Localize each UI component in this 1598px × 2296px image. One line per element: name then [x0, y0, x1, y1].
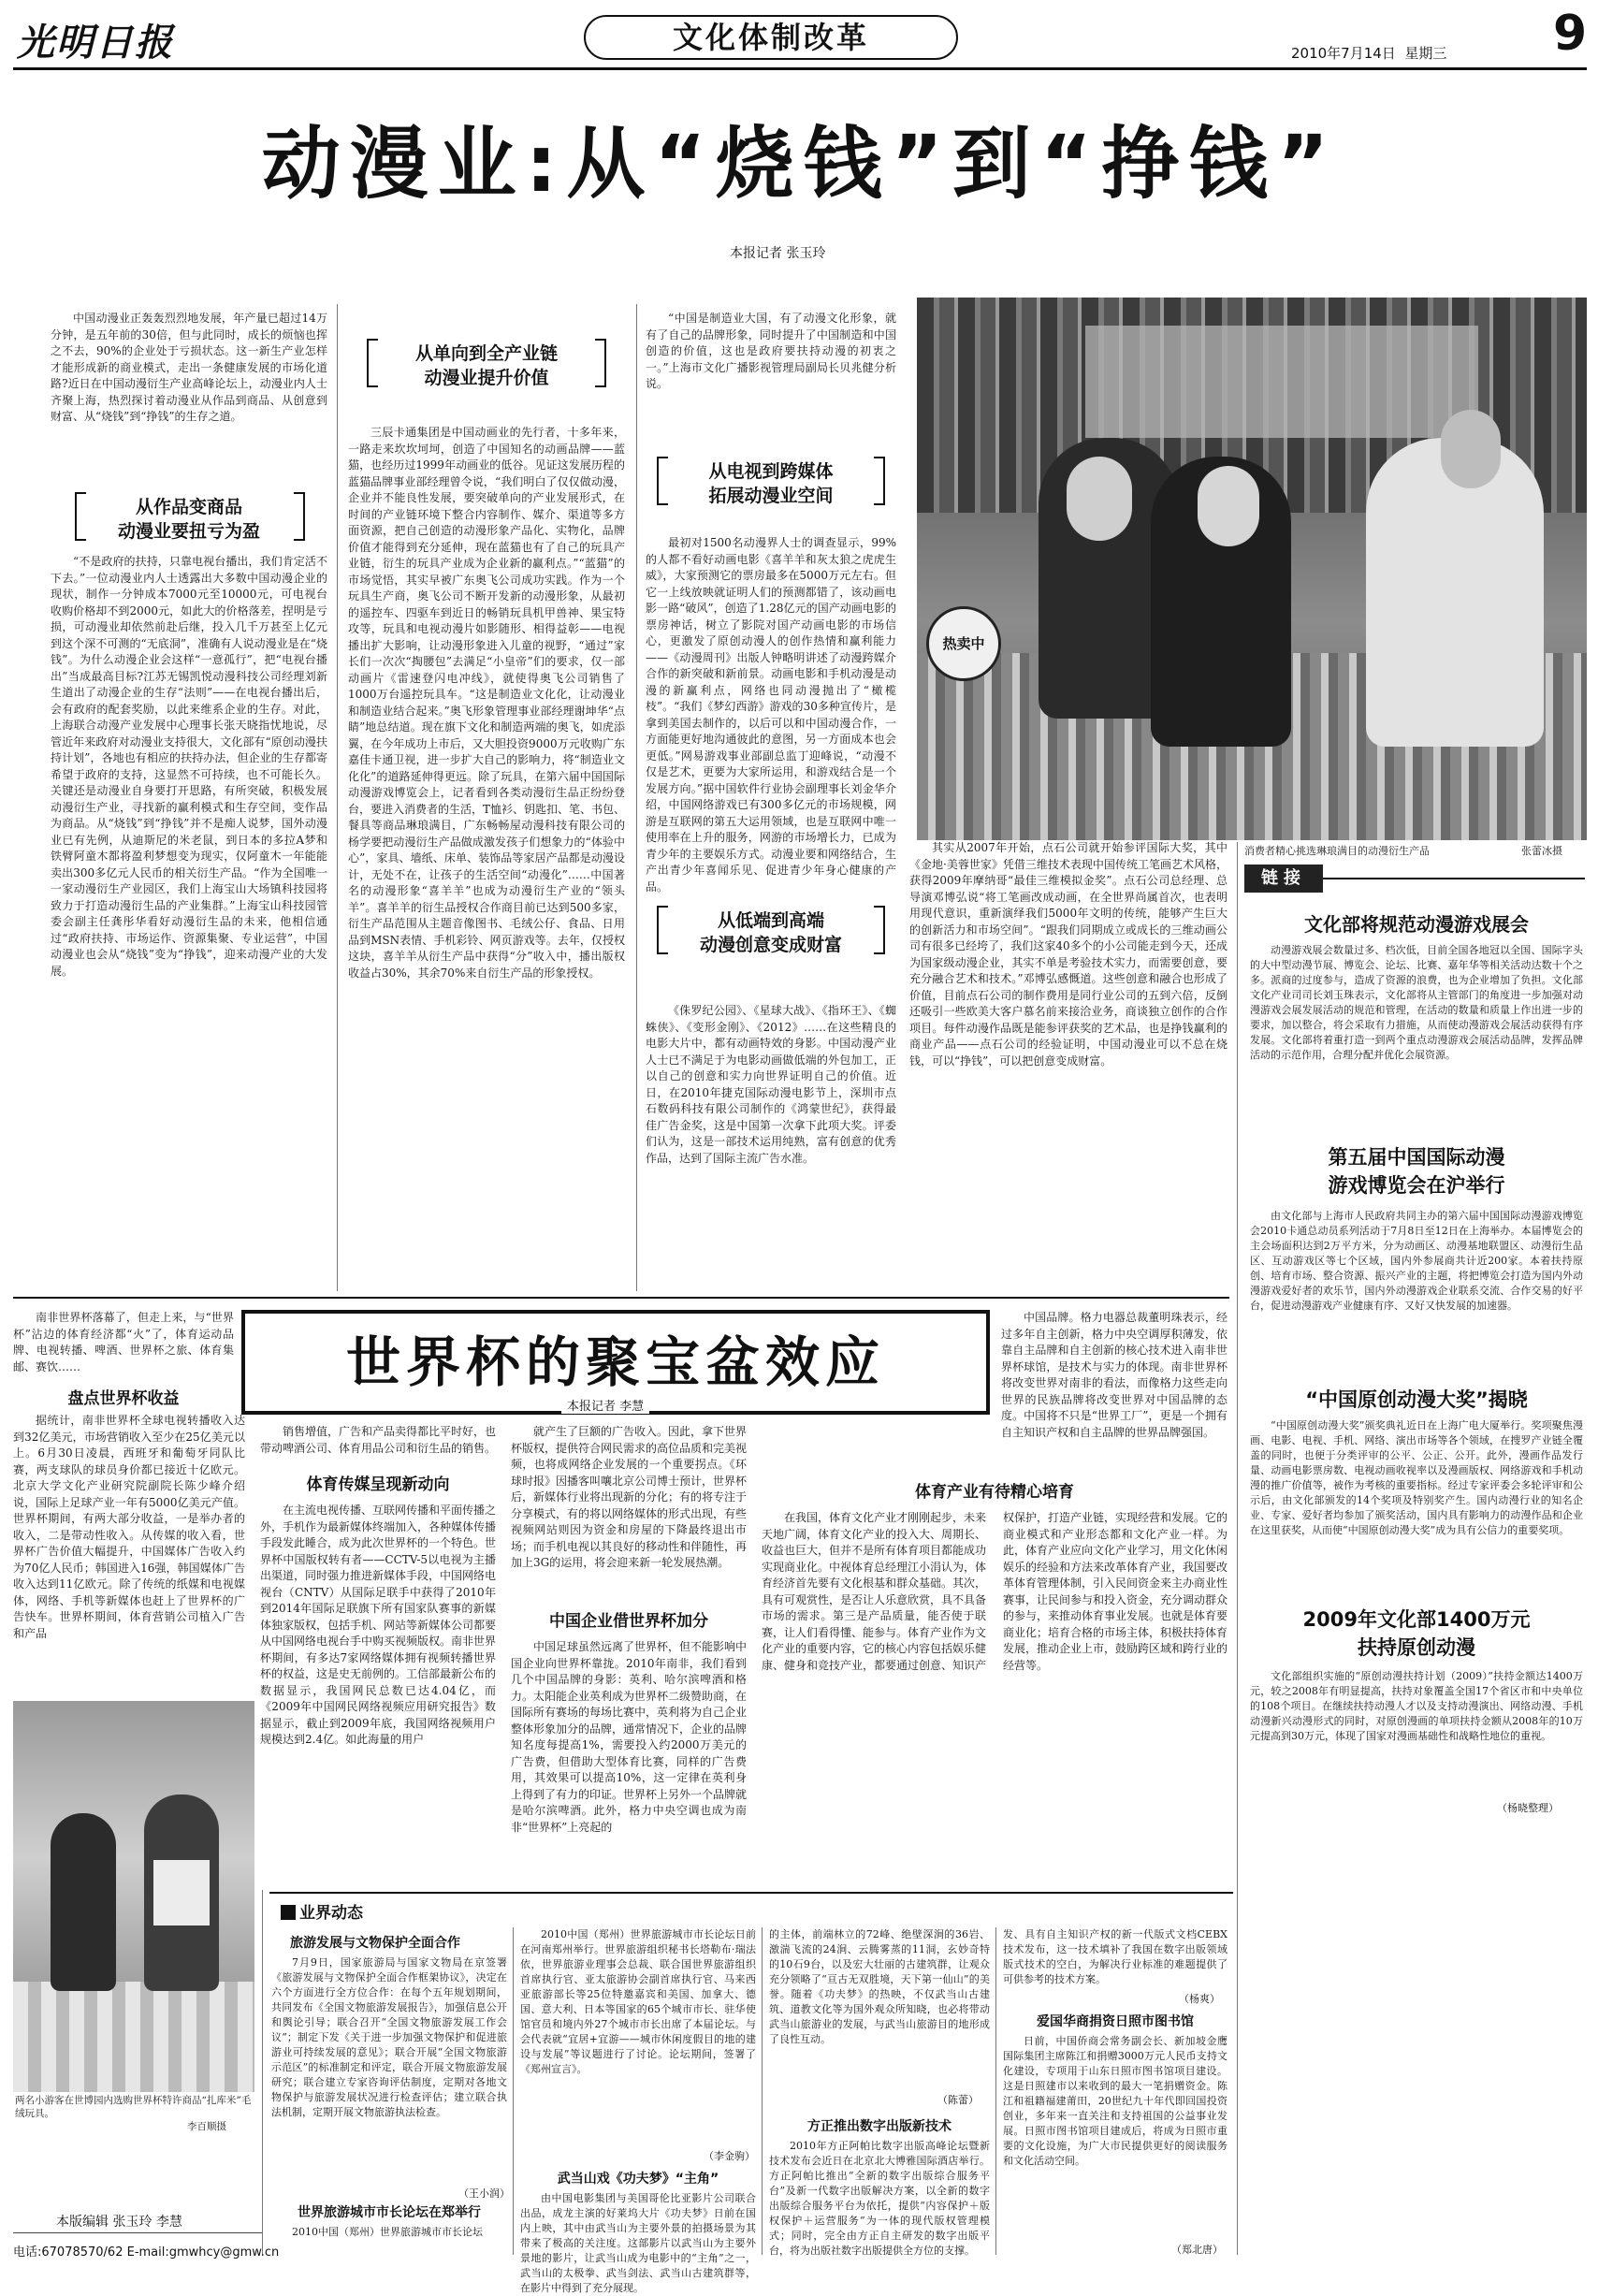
lead-photo	[917, 298, 1587, 840]
subhead-1-bracket-right	[294, 492, 305, 541]
worldcup-col1: 据统计，南非世界杯全球电视转播收入达到32亿美元，市场营销收入至少在25亿美元以上。6月30日凌晨，西班牙和葡萄牙同队比赛，两支球队的球员身价都已接近十亿欧元。北京大学文化产业研究院副院长陈少峰介绍说，国际上足球产业一年有5000亿美元产值。世界杯期间，有两大部分收益，一是举办者的收入，二是带动性收入。从传媒的收入看，世界杯广告价值大幅提升，中国媒体广告收入约为70亿人民币；韩国进入16强，韩国媒体广告收入达到11亿欧元。除了传统的纸媒和电视媒体，网络、手机等新媒体也赶上了世界杯的广告快车。世界杯期间，体育营销公司植入广告和产品	[13, 1414, 245, 1640]
contact-line: 电话:67078570/62 E-mail:gmwhcy@gmw.cn	[13, 2245, 280, 2260]
worldcup-byline: 本报记者 李慧	[561, 1396, 649, 1414]
worldcup-top-rule	[13, 1297, 1229, 1299]
masthead-rule	[13, 67, 1587, 70]
industry-headline-1: 旅游发展与文物保护全面合作	[290, 1936, 460, 1951]
sidebar-headline-3: “中国原创动漫大奖”揭晓	[1305, 1388, 1528, 1411]
lead-headline: 动漫业:从“烧钱”到“挣钱”	[261, 118, 1339, 210]
lead-subhead-4	[646, 904, 896, 960]
date-text: 2010年7月14日	[1291, 45, 1396, 62]
page-number: 9	[1553, 6, 1588, 62]
industry-credit-2: （李金驹）	[704, 2150, 755, 2162]
industry-tag-text: 业界动态	[299, 1904, 363, 1923]
lead-subhead-2	[348, 337, 625, 393]
sidebar-headline-2-line2: 游戏博览会在沪举行	[1328, 1174, 1505, 1197]
subhead-1-bracket	[75, 492, 86, 541]
sidebar-headline-2	[1250, 1143, 1583, 1199]
lead-subhead-2-line2: 动漫业提升价值	[424, 367, 549, 388]
industry-headline-2: 世界旅游城市市长论坛在郑举行	[298, 2205, 481, 2220]
industry-text-5: 发、具有自主知识产权的新一代版式文档CEBX技术发布，这一技术填补了我国在数字出版领域版式技术的空白，为解决行业标准的难题提供了可供参考的技术方案。	[1003, 1928, 1228, 1985]
lead-photo-credit: 张蕾冰摄	[1521, 845, 1562, 857]
sidebar-tag-text: 链接	[1261, 868, 1306, 888]
section-title-text: 文化体制改革	[672, 20, 869, 55]
industry-text-6: 日前，中国侨商会常务副会长、新加坡金鹰国际集团主席陈江和捐赠3000万元人民币支持文化建设，专项用于山东日照市图书馆项目建设。这是日照建市以来收到的最大一笔捐赠资金。陈江和祖籍福建莆田，20世纪九十年代即回国投资创业，多年来一直关注和支持祖国的公益事业发展。日照市图书馆项目建成后，将成为日照市重要的文化设施，为广大市民提供更好的阅读服务和文化活动空间。	[1003, 2035, 1228, 2167]
photo-person-left-face	[1067, 457, 1132, 541]
photo-hot-sale-sign	[926, 606, 1001, 681]
industry-credit-3: （陈蕾）	[937, 2094, 979, 2106]
worldcup-col4-a: 在我国，体育文化产业才刚刚起步，未来天地广阔，体育文化产业的投入大、周期长、收益也巨大，但并不是所有体育项目都能成功实现商业化。中视体育总经理江小涓认为，体育经济首先要有文化根基和群众基础。其次，具有可观赏性，是否让人乐意欣赏，具不具备市场的需求。第三是产品质量，能否使于联赛，让人们看得懂、能参与。体育产业作为文化产业的重要内容，它的核心内容包括娱乐健康、健身和竞技产业，都要通过创意、知识产权保护，打造产业链，实现经营和发展。它的商业模式和产业形态都和文化产业一样。为此，体育产业应向文化产业学习，用文化休闲娱乐的经验和方法来改革体育产业，我国要改革体育管理体制，引入民间资金来主办商业性赛事，让民间参与和投入资金，充分调动群众的参与，来推动体育事业发展。也就是体育要商业化；培育合格的市场主体，积极扶持体育发展，推动企业上市，鼓励跨区域和跨行业的经营等。	[762, 1511, 1228, 1672]
industry-text-4: 2010年方正阿帕比数字出版高峰论坛暨新技术发布会近日在北京北大博雅国际酒店举行。方正阿帕比推出“全新的数字出版综合服务平台”及新一代数字出版解决方案，以全新的数字出版综合服务平台为依托，提供“内容保护＋版权保护＋运营服务”为一体的现代版权管理模式；同时，完全由方正自主研发的数字出版平台，将为出版社数字出版提供全方位的支撑。	[769, 2140, 990, 2257]
lead-subhead-3-line2: 拓展动漫业空间	[708, 485, 834, 506]
sidebar-text-1: 动漫游戏展会数量过多、档次低，目前全国各地冠以全国、国际字头的大中型动漫节展、博览会、论坛、比赛、嘉年华等相关活动达数十个之多。派商的过度参与，造成了资源的浪费，也为企业增加了负担。文化部文化产业司司长刘玉珠表示，文化部将从主管部门的角度进一步加强对动漫游戏会展发展活动的规范和管理，在活动的数量和质量上作出进一步的要求，加以整合，将会采取有力措施，从而使动漫游戏会展活动获得有序发展。文化部将着重打造一到两个重点动漫游戏会展活动品牌，发挥品牌活动的示范作用，合理分配并优化会展资源。	[1250, 944, 1583, 1061]
worldcup-photo	[13, 1701, 254, 2092]
lead-subhead-3	[646, 455, 896, 511]
column-rule	[762, 1927, 763, 2255]
subhead-2-bracket-right	[595, 339, 606, 387]
subhead-3-bracket	[657, 457, 668, 505]
lead-subhead-4-line2: 动漫创意变成财富	[699, 934, 842, 955]
photo-display-shelf	[13, 1982, 254, 2092]
sidebar-headline-4	[1250, 1606, 1583, 1662]
sidebar-text-4: 文化部组织实施的“原创动漫扶持计划（2009）”扶持金额达1400万元，较之2008年有明显提高，扶持对象覆盖全国17个省区市和中央单位的108个项目。在继续扶持动漫人才以及支持动漫演出、网络动漫、手机动漫新兴动漫形式的同时，对原创漫画的单项扶持金额从2008年的10万元提高到30万元，体现了国家对漫画基础性和战略性地位的重视。	[1250, 1670, 1583, 1742]
worldcup-col2: 在主流电视传播、互联网传播和平面传播之外，手机作为最新媒体终端加入，各种媒体传播手段发此睡合，成为此次世界杯的一个特色。世界杯中国版权转有者——CCTV-5以电视为主播出渠道，同时强力推进新媒体手段，中国网络电视台（CNTV）从国际足联手中获得了2010年到2014年国际足联旗下所有国家队赛事的新媒体独家版权，包括手机、网站等新媒体公司都要从中国网络电视台手中购买视频版权。南非世界杯期间，有多达7家网络媒体拥有视频转播世界杯的权益，这是史无前例的。工信部最新公布的数据显示，我国网民总数已达4.04亿，而《2009年中国网民网络视频应用研究报告》数据显示，截止到2009年底，我国网络视频用户规模达到2.4亿。如此海量的用户	[260, 1504, 497, 1746]
newspaper-logo: 光明日报	[17, 21, 174, 65]
industry-top-rule	[269, 1892, 1233, 1894]
worldcup-subhead-4: 体育产业有待精心培育	[915, 1483, 1074, 1502]
subhead-4-bracket	[657, 906, 668, 954]
industry-text-1: 7月9日，国家旅游局与国家文物局在京签署《旅游发展与文物保护全面合作框架协议》，决定在六个方面进行全方位合作：在每个五年规划期间，共同发布《全国文物旅游发展报告》，加强信息公开和舆论引导；联合召开“全国文物旅游发展工作会议”；制定下发《关于进一步加强文物保护和促进旅游业可持续发展的意见》；联合开展“全国文物旅游示范区”的标准制定和评定，联合开展文物旅游发展研究；联合建立专家咨询评估制度，定期对各地文物保护与旅游发展状况进行检查评估；建立联合执法机制，定期开展文物旅游执法检查。	[271, 1956, 507, 2118]
industry-headline-5: 爱国华商捐资日照市图书馆	[1037, 2014, 1194, 2029]
photo-child-right-shirt	[153, 1860, 210, 1925]
lead-col4-body: 其实从2007年开始，点石公司就开始参评国际大奖，其中《金地·美蓉世家》凭借三维技术表现中国传统工笔画艺术风格，获得2009年摩纳哥“最佳三维模拟金奖”。点石公司总经理、总导演邓博弘说“将工笔画改成动画，在全世界尚属首次，也表明用现代意识，重新演绎我们5000年文明的传统，能够产生巨大的创新活力和市场空间”。“跟我们同期成立或成长的三维动画公司有很多已经垮了，我们这家40多个的小公司能走到今天，还成为国家级动漫企业，其实不单是考验技术实力，而需要创意，要充分融合艺术和技术。”邓博弘感慨道。这些创意和融合也形成了价值，目前点石公司的制作费用是同行业公司的五到六倍，反倒还吸引一些欧美大客户慕名前来接洽业务，商谈独立创作的合作项目。每件动漫作品既是能参评获奖的艺术品，也是挣钱赢利的商业产品——点石公司的经验证明，中国动漫业可以不总在烧钱，可以“挣钱”，可以把创意变成财富。	[909, 841, 1228, 1068]
photo-person-right-face	[1441, 410, 1501, 488]
footer-rule	[13, 2232, 262, 2233]
lead-intro: 中国动漫业正轰轰烈烈地发展，年产量已超过14万分钟，是五年前的30倍，但与此同时，成长的烦恼也挥之不去，90%的企业处于亏损状态。这一新生产业怎样才能形成新的商业模式，走出一条健康发展的市场化道路?近日在中国动漫衍生产业高峰论坛上，动漫业内人士齐聚上海，热烈探讨着动漫业从作品到商品、从创意到财富、从“烧钱”到“挣钱”的生存之道。	[51, 312, 327, 423]
worldcup-col3-top: 就产生了巨额的广告收入。因此，拿下世界杯版权，提供符合网民需求的高位品质和完美视频，也将成网络企业发展的一个重要拐点。《环球时报》因播客叫嚷北京公司博士预计，世界杯后，新媒体行业将出现新的分化；有的将专注于分享模式，有的将以网络媒体的形式出现，有些视频网站则因为资金和房屋的下降最终退出市场；而手机电视以其良好的移动性和伴随性，再加上3G的运用，将会迎来新一轮发展热潮。	[511, 1425, 748, 1569]
issue-date	[1291, 43, 1446, 63]
industry-tag	[281, 1899, 363, 1923]
lead-col3-bottom: 《侏罗纪公园》、《星球大战》、《指环王》、《蜘蛛侠》、《变形金刚》、《2012》……在这些精良的电影大片中，都有动画特效的身影。中国动漫产业人士已不满足于为电影动画做低端的外包加工，正以自己的创意和实力向世界证明自己的价值。近日，在2010年捷克国际动漫电影节上，深圳市点石数码科技有限公司制作的《鸿蒙世纪》，获得最佳广告金奖，这是中国第一次拿下此项大奖。评委们认为，这是一部技术运用纯熟，富有创意的优秀作品，达到了国际主流广告水准。	[646, 1004, 896, 1165]
worldcup-col4-top: 中国品牌。格力电器总裁董明珠表示，经过多年自主创新，格力中央空调厚积薄发，依靠自主品牌和自主创新的核心技术进入南非世界杯球馆，是技术与实力的体现。南非世界杯将改变世界对南非的看法，而像格力这些走向世界的民族品牌将改变世界对中国品牌的态度。中国将不只是“世界工厂”，更是一个拥有自主知识产权和自主品牌的世界品牌强国。	[1001, 1311, 1228, 1439]
industry-tag-marker	[281, 1905, 296, 1920]
worldcup-col3: 中国足球虽然远离了世界杯，但不能影响中国企业向世界杯靠拢。2010年南非，我们看到几个中国品牌的身影：英利、哈尔滨啤酒和格力。太阳能企业英利成为世界杯二级赞助商，在国际所有赛场的每场比赛中，英利将为自己企业整体形象加分的品牌，通常情况下，企业的品牌知名度每提高1%，需要投入约2000万美元的广告费，但借助大型体育比赛，同样的广告费用，其效果可以提高10%，这一定律在英利身上得到了有力的印证。世界杯上另外一个品牌就是哈尔滨啤酒。此外，格力中央空调也成为南非“世界杯”上亮起的	[511, 1640, 748, 1834]
lead-subhead-4-line1: 从低端到高端	[717, 910, 824, 931]
column-rule	[262, 1890, 263, 2255]
lead-subhead-1-line2: 动漫业要扭亏为盈	[117, 520, 260, 542]
lead-subhead-1	[51, 490, 327, 546]
subhead-4-bracket-right	[874, 906, 885, 954]
column-rule	[513, 1927, 514, 2255]
sidebar-headline-4-line1: 2009年文化部1400万元	[1302, 1608, 1531, 1631]
industry-text-2-lead: 2010中国（郑州）世界旅游城市市长论坛	[292, 2226, 483, 2238]
worldcup-subhead-2: 体育传媒呈现新动向	[306, 1475, 450, 1494]
column-rule	[995, 1927, 996, 2255]
subhead-3-bracket-right	[874, 457, 885, 505]
sidebar-tag-rule	[1323, 878, 1585, 879]
industry-text-2-start	[271, 2225, 507, 2255]
worldcup-subhead-1: 盘点世界杯收益	[67, 1389, 180, 1408]
industry-text-3b: 的主体，前端林立的72峰、绝壁深涧的36岩、激湍飞流的24涧、云腾雾蒸的11洞，玄妙奇特的10石9台，以及宏大壮丽的古建筑群，让观众充分领略了“亘古无双胜境，天下第一仙山”的美誉。随着《功夫梦》的热映，不仅武当山古建筑、道教文化等为国外观众所知晓，也必将带动武当山旅游业的发展，与武当山旅游目的地形成了良性互动。	[769, 1928, 990, 2045]
worldcup-subhead-3: 中国企业借世界杯加分	[549, 1612, 708, 1631]
editors-line: 本版编辑 张玉玲 李慧	[56, 2215, 182, 2230]
photo-child-left	[51, 1813, 116, 1991]
lead-byline: 本报记者 张玉玲	[730, 246, 826, 261]
subhead-2-bracket	[367, 339, 378, 387]
sidebar-headline-4-line2: 扶持原创动漫	[1358, 1636, 1475, 1659]
sidebar-credit: （杨晓整理）	[1497, 1802, 1559, 1814]
sidebar-text-2: 由文化部与上海市人民政府共同主办的第六届中国国际动漫游戏博览会2010卡通总动员系列活动于7月8日至12日在上海举办。本届博览会的主会场面积达到2万平方米，分为动画区、动漫基地联盟区、动漫衍生品区、互动游戏区等七个区域，国内外参展商共计近200家。本着扶持原创、培育市场、整合资源、振兴产业的主题，将把博览会打造为国内外动漫游戏爱好者的欢乐节，国内外动漫游戏企业联系交流、合作交易的好平台，促进动漫游戏产业健康有序、又好又快发展的加速器。	[1250, 1210, 1583, 1312]
industry-credit-6: （郑北唐）	[1171, 2244, 1223, 2256]
sidebar-headline-1: 文化部将规范动漫游戏展会	[1304, 913, 1529, 936]
lead-col2-body: 三辰卡通集团是中国动画业的先行者，十多年来，一路走来坎坎坷坷，创造了中国知名的动画品牌——蓝猫，也经历过1999年动画业的低谷。见证这发展历程的蓝猫品牌事业部经理曾令说，“我们明白了仅仅做动漫，企业并不能良性发展，要突破单向的产业发展形式，在时间的产业链环境下整合内容制作、媒介、渠道等多方面资源，把自己创造的动漫形象产品化、实物化，品牌价值才能得到充分延伸，现在蓝猫也有了自己的玩具产业链，衍生的玩具产业成为企业新的赢利点。”“蓝猫”的市场觉悟，其实早被广东奥飞公司成功实践。作为一个玩具生产商，奥飞公司不断开发新的动漫形象，从最初的遥控车、四驱车到近日的畅销玩具机甲兽神、果宝特攻等，玩具和电视动漫片如影随形、相得益彰——电视播出扩大影响，让动漫形象进入儿童的视野，“通过”家长们一次次“掏腰包”去满足“小皇帝”们的要求，仅一部动画片《雷速登闪电冲线》，就使得奥飞公司销售了1000万台遥控玩具车。“这是制造业文化化，让动漫业和制造业结合起来。”奥飞形象管理事业部经理谢坤华“点睛”地总结道。现在旗下文化和制造两端的奥飞，如虎添翼，在今年成功上市后，又大胆投资9000万元收购广东嘉佳卡通卫视，进一步扩大自己的影响力，将“制造业文化化”的道路延伸得更远。除了玩具，在第六届中国国际动漫游戏博览会上，记者看到各类动漫衍生品正纷纷登台，要进入消费者的生活，T恤衫、钥匙扣、笔、书包、餐具等商品琳琅满目，广东畅畅屋动漫科技有限公司的杨学要把动漫衍生产品做成激发孩子们想象力的“体验中心”，家具、墙纸、床单、装饰品等家居产品都是动漫设计，无处不在，让孩子的生活空间“动漫化”……中国著名的动漫形象“喜羊羊”也成为动漫衍生产业的“领头羊”。喜羊羊的衍生品授权合作商目前已达到500多家，衍生产品范围从主题音像图书、毛绒公仔、食品、日用品到MSN表情、手机彩铃、网页游戏等。去年，仅授权这块，喜羊羊从衍生产品中获得“分”收入中，播出版权收益占30%，其余70%来自衍生产品的形象授权。	[348, 426, 626, 980]
worldcup-photo-credit: 李百顺摄	[187, 2121, 226, 2132]
industry-text-3: 由中国电影集团与美国哥伦比亚影片公司联合出品，成龙主演的好莱坞大片《功夫梦》日前在国内上映，其中由武当山为主要外景的拍摄场景为其带来了极高的关注度。这部影片以武当山为主要外景地的影片，让武当山成为电影中的“主角”之一，武当山的太极拳、武当剑法、武当山古建筑群等，在影片中得到了充分展现。	[520, 2192, 756, 2294]
industry-text-2: 2010中国（郑州）世界旅游城市市长论坛日前在河南郑州举行。世界旅游组织秘书长塔勒布·瑞法依，世界旅游业理事会总裁、联合国世界旅游组织首席执行官、亚太旅游协会副首席执行官、马来西亚旅游部长等25位特邀嘉宾和美国、加拿大、德国、意大利、日本等国家的65个城市市长、驻华使馆官员和境内外27个城市市长出席了本届论坛。与会代表就“宜居+宜游——城市休闲度假目的地的建设与发展”等议题进行了讨论。论坛期间，签署了《郑州宣言》。	[520, 1928, 756, 2075]
worldcup-title: 世界杯的聚宝盆效应	[345, 1330, 885, 1394]
lead-subhead-2-line1: 从单向到全产业链	[414, 343, 558, 364]
sidebar-text-3: “中国原创动漫大奖”颁奖典礼近日在上海广电大厦举行。奖项聚焦漫画、电影、电视、手机、网络、演出市场等各个领域，在搜罗产业链全覆盖的同时，也便于分类评审的公平、公正、公开。此外，漫画作品发行量、动画电影票房数、电视动画收视率以及漫画版权、网络游戏和手机动漫的推广价值等，被作为考核的重要指标。经过专家评委会多轮评审和公示后，由文化部颁发的14个奖项及特别奖产生。国内动漫行业的知名企业、专家、爱好者均参加了颁奖活动，国内具有影响力的动漫作品和企业在这里获奖，从而使“中国原创动漫大奖”成为具有公信力的重要奖项。	[1250, 1419, 1583, 1536]
lead-col1-body: “不是政府的扶持，只靠电视台播出，我们肯定活不下去。”一位动漫业内人士透露出大多数中国动漫企业的现状，制作一分钟成本7000元至10000元，可电视台收购价格却不到2000元，如此大的价格落差，捏明是亏损，可动漫业却依然前赴后继，投入几千万甚至上亿元到这个深不可测的“无底洞”，准确有人说动漫业是在“烧钱”。为什么动漫企业会这样“一意孤行”，把“电视台播出”当成最高目标?江苏无锡凯悦动漫科技公司经理刘新生道出了动漫企业的生存“法则”——在电视台播出后，会有政府的配套奖励，以此来维系企业的生存。对此，上海联合动漫产业发展中心理事长张天晓指忧地说，尽管近年来政府对动漫业支持很大，文化部有“原创动漫扶持计划”，各地也有相应的扶持办法，但企业的生存都寄希望于政府的支持，这显然不可持续，也不可能长久。关键还是动漫业自身要打开思路，有所突破，积极发展动漫衍生产业，寻找新的赢利模式和生存空间，变作品为商品。从“烧钱”到“挣钱”并不是痴人说梦，国外动漫业已有先例，从迪斯尼的米老鼠，到日本的多拉A梦和铁臂阿童木都将盈利梦想变为现实，仅阿童木一年能能卖出300多亿元人民币的相关衍生产品。“作为全国唯一一家动漫衍生产业园区，我们上海宝山大场镇科技园将致力于打造动漫衍生品的产业集群。”上海宝山科技园管委会副主任龚彤华看好动漫衍生品的未来，他相信通过“政府扶持、市场运作、资源集聚、专业运营”，中国动漫业也会从“烧钱”变为“挣钱”，迎来动漫产业的大发展。	[51, 555, 327, 978]
lead-subhead-3-line1: 从电视到跨媒体	[708, 461, 834, 482]
photo-banner	[1085, 326, 1478, 438]
section-title	[584, 15, 958, 60]
lead-subhead-1-line1: 从作品变商品	[135, 497, 242, 517]
sidebar-tag	[1244, 865, 1323, 893]
weekday-text: 星期三	[1404, 45, 1447, 62]
photo-person-mid-face	[1198, 466, 1259, 546]
industry-credit-1: （王小润）	[458, 2187, 510, 2200]
lead-col3-top: “中国是制造业大国，有了动漫文化形象，就有了自己的品牌形象，同时提升了中国制造和中国创造的价值，这也是政府要扶持动漫的初衷之一。”上海市文化广播影视管理局副局长贝兆健分析说。	[646, 312, 896, 390]
industry-credit-5: （杨爽）	[1179, 1993, 1220, 2005]
industry-headline-3: 武当山戏《功夫梦》“主角”	[557, 2172, 719, 2187]
photo-sign-text: 热卖中	[942, 635, 985, 652]
column-rule	[1237, 842, 1238, 2255]
worldcup-intro: 南非世界杯落幕了，但走上来，与“世界杯”沾边的体育经济都“火”了，体育运动品牌、电视转播、啤酒、世界杯之旅、体育集邮、赛饮……	[13, 1311, 234, 1373]
industry-headline-4: 方正推出数字出版新技术	[807, 2119, 952, 2134]
column-rule	[636, 304, 637, 1291]
masthead	[0, 0, 1598, 73]
worldcup-photo-caption: 两名小游客在世博园内选购世界杯特许商品“扎库米”毛绒玩具。	[15, 2095, 252, 2119]
sidebar-headline-2-line1: 第五届中国国际动漫	[1328, 1146, 1505, 1169]
lead-col3-body: 最初对1500名动漫界人士的调查显示，99%的人都不看好动画电影《喜羊羊和灰太狼之虎虎生威》，大家预测它的票房最多在5000万元左右。但它一上线放映就证明人们的预测都错了，该动画电影一路“破风”，创造了1.28亿元的国产动画电影的票房神话，树立了影院对国产动画电影的市场信心，更激发了原创动漫人的创作热情和赢利能力——《动漫周刊》出版人钟略明讲述了动漫跨媒介合作的新突破和新前景。动画电影和手机动漫是动漫的新赢利点，网络也同动漫抛出了“橄榄枝”。“我们《梦幻西游》游戏的30多种宣传片，是拿到美国去制作的，以后可以和中国动漫合作，一方面能更好地沟通彼此的意图，另一方面成本也会更低。”网易游戏事业部副总监丁迎峰说，“动漫不仅是艺术，更要为大家所运用，和游戏结合是一个发展方向。”据中国软件行业协会副理事长刘金华介绍，中国网络游戏已有300多亿元的市场规模，网游是互联网的第五大运用领域，也是互联网中唯一使用率在上升的服务，网游的市场增长力，已成为青少年的主要娱乐方式。动漫业要和网络结合，生产出青少年喜闻乐见、促进青少年身心健康的产品。	[646, 536, 896, 894]
worldcup-col2-top: 销售增值，广告和产品卖得都比平时好，也带动啤酒公司、体育用品公司和衍生品的销售。	[260, 1425, 497, 1455]
lead-photo-caption: 消费者精心挑选琳琅满目的动漫衍生产品	[1244, 845, 1430, 857]
column-rule	[337, 304, 338, 1291]
